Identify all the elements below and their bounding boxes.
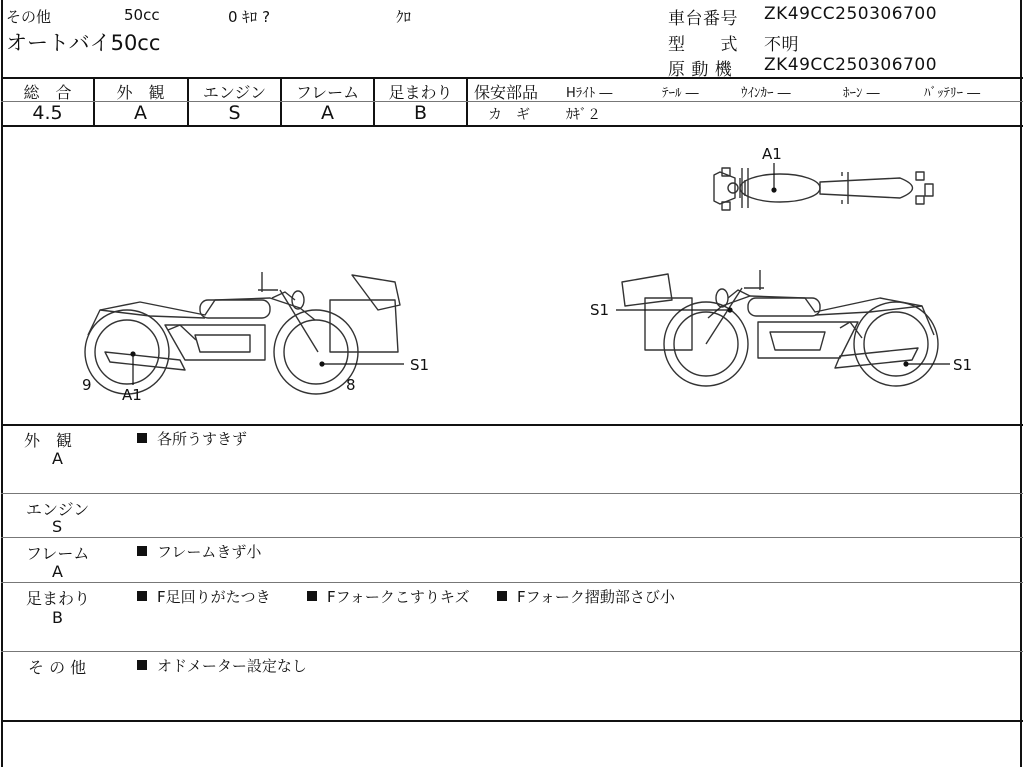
safety-horn: ﾎｰﾝ ― (843, 86, 880, 101)
engine-number: ZK49CC250306700 (764, 55, 938, 75)
model-type-value: 不明 (764, 35, 799, 55)
right-side-view (622, 270, 938, 386)
grade-value-overall: 4.5 (32, 102, 63, 124)
section-name: そ の 他 (28, 658, 87, 677)
grade-label-exterior: 外 観 (116, 83, 165, 102)
divider (1, 493, 1023, 494)
bullet-icon (137, 591, 147, 601)
mileage-text: 0 ｷﾛ ? (228, 8, 271, 26)
divider (1, 651, 1023, 652)
chassis-number: ZK49CC250306700 (764, 4, 938, 24)
grade-value-engine: S (228, 102, 241, 124)
mark-left-a1: A1 (122, 386, 142, 404)
key-label: カ ギ (488, 107, 530, 123)
bullet-icon (137, 660, 147, 670)
section-name: フレーム (26, 544, 90, 563)
safety-taillight: ﾃｰﾙ ― (662, 86, 699, 101)
section-name: エンジン (26, 500, 90, 519)
bullet-icon (497, 591, 507, 601)
bullet-icon (307, 591, 317, 601)
mark-top-a1: A1 (762, 145, 782, 163)
grade-label-engine: エンジン (202, 83, 267, 102)
grade-label-frame: フレーム (295, 83, 360, 102)
safety-headlight: Hﾗｲﾄ ― (566, 86, 613, 101)
key-value: ｶｷﾞ２ (566, 107, 601, 123)
model-title: オートバイ50cc (6, 31, 161, 55)
grade-label-overall: 総 合 (23, 83, 72, 102)
grade-value-suspension: B (413, 102, 428, 124)
section-grade: S (52, 517, 63, 536)
mark-right-s1-rear: S1 (953, 356, 973, 374)
divider (1, 582, 1023, 583)
chassis-label: 車台番号 (668, 9, 738, 29)
divider (1, 424, 1023, 426)
bullet-icon (137, 546, 147, 556)
grade-value-frame: A (321, 102, 334, 124)
grade-label-suspension: 足まわり (388, 83, 453, 102)
note-item: オドメーター設定なし (137, 655, 307, 676)
leader-lines (131, 163, 950, 385)
note-item: Fフォークこすりキズ (307, 586, 470, 607)
section-grade: B (52, 608, 63, 627)
top-view (714, 168, 933, 210)
section-grade: A (52, 562, 63, 581)
safety-winker: ｳｲﾝｶｰ ― (741, 86, 791, 101)
divider (1, 720, 1023, 722)
bullet-icon (137, 433, 147, 443)
category-text: その他 (6, 8, 52, 26)
section-grade: A (52, 449, 63, 468)
color-text: ｸﾛ (396, 8, 412, 26)
note-item: Fフォーク摺動部さび小 (497, 586, 675, 607)
grade-value-exterior: A (134, 102, 147, 124)
mark-right-s1-front: S1 (590, 301, 610, 319)
displacement-text: 50cc (124, 6, 160, 24)
safety-battery: ﾊﾞｯﾃﾘｰ ― (924, 86, 981, 101)
note-item: F足回りがたつき (137, 586, 271, 607)
note-item: フレームきず小 (137, 541, 261, 562)
safety-parts-label: 保安部品 (474, 83, 539, 102)
divider (1, 537, 1023, 538)
engine-label: 原 動 機 (668, 60, 733, 80)
mark-left-9: 9 (82, 376, 92, 394)
mark-left-s1: S1 (410, 356, 430, 374)
section-name: 足まわり (26, 589, 91, 608)
mark-left-8: 8 (346, 376, 356, 394)
model-type-label: 型 式 (668, 35, 738, 55)
section-name: 外 観 (24, 431, 73, 450)
note-item: 各所うすきず (137, 428, 247, 449)
